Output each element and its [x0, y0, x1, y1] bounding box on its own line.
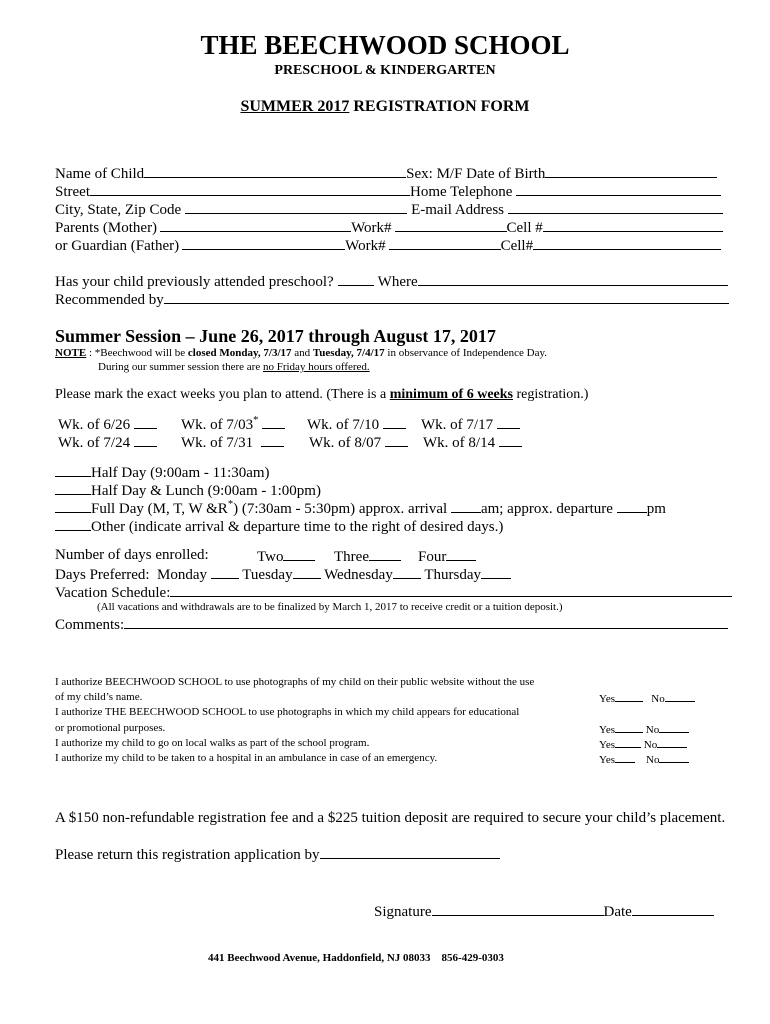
half-day-input[interactable] — [55, 463, 91, 477]
father-row — [55, 236, 721, 255]
no-label: No — [646, 754, 660, 766]
four-days-input[interactable] — [446, 547, 476, 561]
tuesday-label: Tuesday — [242, 567, 293, 583]
no-input[interactable] — [665, 691, 695, 702]
note-tuesday: Tuesday, 7/4/17 — [312, 347, 385, 359]
email-input[interactable] — [508, 200, 723, 214]
week-8-07[interactable] — [309, 433, 408, 452]
vacation-schedule-label: Vacation Schedule: — [55, 585, 171, 601]
auth-local-walks-answer — [599, 737, 687, 751]
two-days-input[interactable] — [283, 547, 315, 561]
week-checkbox[interactable] — [134, 415, 157, 429]
week-label: Wk. of 7/03 — [181, 417, 254, 433]
yes-input[interactable] — [615, 722, 643, 733]
days-preferred-label: Days Preferred: — [55, 567, 150, 583]
week-7-31[interactable] — [181, 433, 284, 452]
note-line-2-text: During our summer session there are — [98, 361, 263, 373]
yes-label: Yes — [599, 724, 616, 736]
week-label: Wk. of 8/14 — [423, 435, 496, 451]
guardian-father-label: or Guardian (Father) — [55, 238, 180, 254]
date-input[interactable] — [632, 902, 714, 916]
summer-session-heading: Summer Session – June 26, 2017 through August 17, 2017 — [55, 326, 496, 346]
monday-label: Monday — [157, 567, 208, 583]
note-text-2: in observance of Independence Day. — [384, 347, 548, 359]
auth-ambulance: I authorize my child to be taken to a hospital in an ambulance in case of an emergency. — [55, 752, 438, 764]
mother-name-input[interactable] — [160, 218, 351, 232]
recommended-by-input[interactable] — [164, 290, 729, 304]
note-line-1 — [55, 347, 547, 359]
three-days-input[interactable] — [369, 547, 401, 561]
week-asterisk: * — [253, 415, 259, 426]
form-title-year: SUMMER 2017 — [240, 98, 350, 115]
auth-photo-educational-answer — [599, 722, 689, 736]
where-input[interactable] — [418, 272, 728, 286]
week-label: Wk. of 6/26 — [58, 417, 131, 433]
note-text-1: : *Beechwood will be — [86, 347, 188, 359]
child-name-row — [55, 164, 717, 183]
father-work-label: Work# — [345, 238, 386, 254]
return-by-input[interactable] — [320, 845, 500, 859]
father-cell-input[interactable] — [533, 236, 721, 250]
dob-input[interactable] — [545, 164, 717, 178]
form-title-rest: REGISTRATION FORM — [349, 98, 530, 115]
mother-cell-label: Cell # — [506, 220, 543, 236]
school-subtitle: PRESCHOOL & KINDERGARTEN — [274, 63, 496, 78]
recommended-row — [55, 290, 729, 309]
sex-dob-label: Sex: M/F Date of Birth — [406, 166, 546, 182]
tuesday-input[interactable] — [293, 565, 321, 579]
week-label: Wk. of 7/17 — [421, 417, 494, 433]
comments-input[interactable] — [124, 615, 728, 629]
city-row — [55, 200, 723, 219]
week-checkbox[interactable] — [383, 415, 406, 429]
auth-photo-website-line1: I authorize BEECHWOOD SCHOOL to use photographs of my child on their public website without the use — [55, 676, 535, 688]
yes-input[interactable] — [615, 691, 643, 702]
week-label: Wk. of 7/31 — [181, 435, 254, 451]
father-work-input[interactable] — [389, 236, 501, 250]
father-name-input[interactable] — [182, 236, 345, 250]
city-state-zip-label: City, State, Zip Code — [55, 202, 182, 218]
departure-pm: pm — [646, 501, 666, 517]
week-checkbox[interactable] — [261, 433, 284, 447]
fee-statement: A $150 non-refundable registration fee and a $225 tuition deposit are required to secure your child’s placement. — [55, 810, 726, 826]
other-label: Other (indicate arrival & departure time to the right of desired days.) — [91, 519, 504, 535]
auth-local-walks: I authorize my child to go on local walks as part of the school program. — [55, 737, 370, 749]
comments-label: Comments: — [55, 617, 125, 633]
week-6-26[interactable] — [58, 415, 157, 434]
two-days-label: Two — [257, 549, 284, 565]
attended-preschool-input[interactable] — [338, 272, 374, 286]
vacation-row — [55, 583, 732, 602]
auth-photo-website-line2: of my child’s name. — [55, 691, 143, 703]
note-label: NOTE — [55, 347, 87, 359]
yes-input[interactable] — [615, 737, 641, 748]
full-day-asterisk: * — [227, 499, 234, 510]
no-label: No — [643, 739, 658, 751]
home-telephone-label: Home Telephone — [410, 184, 513, 200]
yes-input[interactable] — [615, 752, 635, 763]
mother-row — [55, 218, 723, 237]
mother-work-label: Work# — [351, 220, 392, 236]
week-label: Wk. of 8/07 — [309, 435, 382, 451]
street-row — [55, 182, 721, 201]
thursday-input[interactable] — [481, 565, 511, 579]
attended-preschool-label: Has your child previously attended preschool? — [55, 274, 334, 290]
no-input[interactable] — [657, 737, 687, 748]
other-input[interactable] — [55, 517, 91, 531]
wednesday-label: Wednesday — [324, 567, 393, 583]
city-state-zip-input[interactable] — [185, 200, 407, 214]
no-input[interactable] — [659, 722, 689, 733]
week-7-03[interactable] — [181, 415, 285, 434]
week-label: Wk. of 7/24 — [58, 435, 131, 451]
departure-input[interactable] — [617, 499, 647, 513]
email-label: E-mail Address — [411, 202, 505, 218]
half-day-label: Half Day (9:00am - 11:30am) — [91, 465, 270, 481]
three-days-option[interactable] — [334, 547, 401, 566]
other-option — [55, 517, 503, 536]
two-days-option[interactable] — [257, 547, 315, 566]
preschool-row — [55, 272, 728, 291]
week-checkbox[interactable] — [262, 415, 285, 429]
days-enrolled-label: Number of days enrolled: — [55, 547, 209, 563]
child-name-input[interactable] — [144, 164, 406, 178]
note-and: and — [291, 347, 313, 359]
name-of-child-label: Name of Child — [55, 166, 145, 182]
signature-input[interactable] — [432, 902, 604, 916]
footer-address: 441 Beechwood Avenue, Haddonfield, NJ 08033 856-429-0303 — [208, 952, 504, 964]
street-input[interactable] — [90, 182, 410, 196]
full-day-label: Full Day (M, T, W &R — [91, 501, 228, 517]
where-label: Where — [377, 274, 418, 290]
monday-input[interactable] — [211, 565, 239, 579]
note-line-2 — [98, 361, 370, 373]
arrival-am: am; approx. departure — [480, 501, 617, 517]
yes-label: Yes — [599, 754, 616, 766]
week-checkbox[interactable] — [497, 415, 520, 429]
four-days-label: Four — [418, 549, 447, 565]
yes-label: Yes — [599, 739, 616, 751]
no-input[interactable] — [659, 752, 689, 763]
days-preferred-row — [55, 565, 511, 584]
mother-work-input[interactable] — [395, 218, 507, 232]
no-label: No — [651, 693, 665, 705]
comments-row — [55, 615, 728, 634]
week-label: Wk. of 7/10 — [307, 417, 380, 433]
signature-label: Signature — [374, 904, 432, 920]
auth-photo-website-answer — [599, 691, 695, 705]
note-no-friday: no Friday hours offered. — [262, 361, 370, 373]
no-label: No — [645, 724, 660, 736]
half-day-lunch-option — [55, 481, 321, 500]
mother-cell-input[interactable] — [543, 218, 723, 232]
week-7-17[interactable] — [421, 415, 520, 434]
minimum-weeks: minimum of 6 weeks — [389, 387, 513, 402]
street-label: Street — [55, 184, 90, 200]
wednesday-input[interactable] — [393, 565, 421, 579]
recommended-by-label: Recommended by — [55, 292, 164, 308]
auth-photo-educational-line1: I authorize THE BEECHWOOD SCHOOL to use photographs in which my child appears for educational — [55, 706, 520, 718]
week-checkbox[interactable] — [499, 433, 522, 447]
full-day-input[interactable] — [55, 499, 91, 513]
auth-photo-educational-line2: or promotional purposes. — [55, 722, 166, 734]
date-label: Date — [603, 904, 632, 920]
father-cell-label: Cell# — [500, 238, 534, 254]
arrival-input[interactable] — [451, 499, 481, 513]
return-by-row — [55, 845, 500, 864]
three-days-label: Three — [334, 549, 369, 565]
parents-mother-label: Parents (Mother) — [55, 220, 158, 236]
four-days-option[interactable] — [418, 547, 476, 566]
auth-ambulance-answer — [599, 752, 689, 766]
home-telephone-input[interactable] — [516, 182, 721, 196]
mark-weeks-suffix: registration.) — [513, 387, 589, 402]
week-checkbox[interactable] — [134, 433, 157, 447]
week-7-24[interactable] — [58, 433, 157, 452]
full-day-time: ) (7:30am - 5:30pm) approx. arrival — [233, 501, 451, 517]
return-by-label: Please return this registration application by — [55, 847, 320, 863]
half-day-lunch-input[interactable] — [55, 481, 91, 495]
week-checkbox[interactable] — [385, 433, 408, 447]
vacation-schedule-input[interactable] — [170, 583, 732, 597]
thursday-label: Thursday — [424, 567, 481, 583]
vacation-note: (All vacations and withdrawals are to be finalized by March 1, 2017 to receive credit or a tuition deposit.) — [97, 601, 563, 613]
mark-weeks-prefix: Please mark the exact weeks you plan to attend. (There is a — [55, 387, 390, 402]
school-name: THE BEECHWOOD SCHOOL — [200, 30, 570, 60]
mark-weeks-instruction — [55, 387, 588, 403]
full-day-option — [55, 499, 666, 518]
week-8-14[interactable] — [423, 433, 522, 452]
signature-row — [374, 902, 714, 921]
form-title — [0, 98, 770, 116]
note-closed-monday: closed Monday, 7/3/17 — [187, 347, 292, 359]
half-day-lunch-label: Half Day & Lunch (9:00am - 1:00pm) — [91, 483, 321, 499]
week-7-10[interactable] — [307, 415, 406, 434]
half-day-option — [55, 463, 270, 482]
yes-label: Yes — [599, 693, 616, 705]
